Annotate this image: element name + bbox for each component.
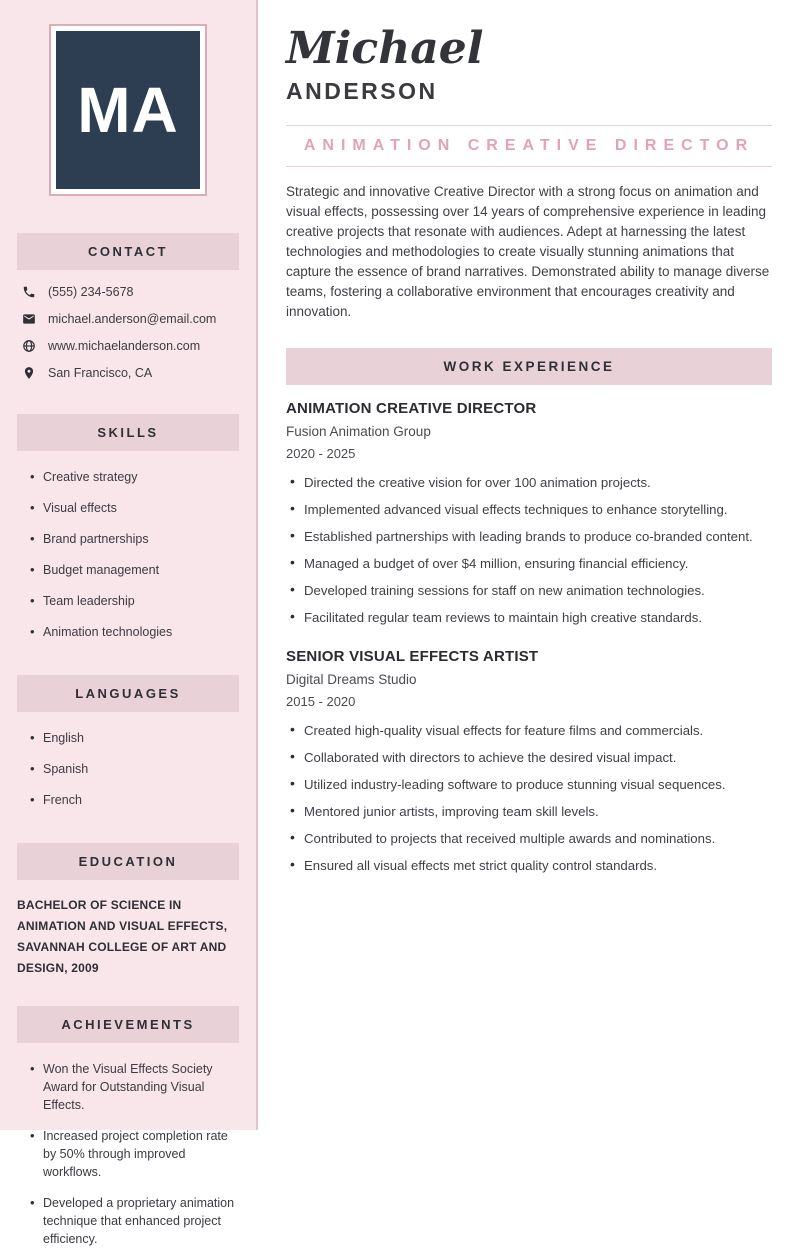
skill-item: • Creative strategy: [30, 468, 242, 486]
job-bullet: • Collaborated with directors to achieve the desired visual impact.: [286, 749, 772, 766]
job-bullet: • Mentored junior artists, improving team skill levels.: [286, 803, 772, 820]
job-bullet: • Implemented advanced visual effects techniques to enhance storytelling.: [286, 501, 772, 518]
skill-item: • Animation technologies: [30, 623, 242, 641]
globe-icon: [22, 339, 36, 353]
job-dates: 2020 - 2025: [286, 446, 356, 461]
job-role: SENIOR VISUAL EFFECTS ARTIST: [286, 648, 539, 665]
job-bullet-list: [286, 722, 772, 874]
language-item: • French: [30, 791, 242, 809]
last-name: ANDERSON: [286, 78, 438, 104]
languages-list: [0, 712, 256, 809]
skill-item: • Brand partnerships: [30, 530, 242, 548]
language-item: • English: [30, 729, 242, 747]
work-experience-header: WORK EXPERIENCE: [286, 348, 772, 385]
avatar: [49, 24, 207, 196]
education-degree: BACHELOR OF SCIENCE IN ANIMATION AND VISUAL EFFECTS, SAVANNAH COLLEGE OF ART AND DESIGN, 2009: [17, 898, 228, 975]
main-content: [258, 0, 800, 1130]
job-bullet: • Contributed to projects that received multiple awards and nominations.: [286, 830, 772, 847]
job-bullet: • Managed a budget of over $4 million, ensuring financial efficiency.: [286, 555, 772, 572]
achievements-section-header: ACHIEVEMENTS: [17, 1006, 239, 1043]
job-bullet: • Created high-quality visual effects for feature films and commercials.: [286, 722, 772, 739]
contact-row-location: [22, 366, 246, 380]
phone-icon: [22, 285, 36, 299]
job-entry: [286, 400, 772, 626]
achievement-item: • Developed a proprietary animation technique that enhanced project efficiency.: [30, 1194, 242, 1248]
avatar-box: [56, 31, 200, 189]
job-company: Fusion Animation Group: [286, 424, 431, 439]
contact-section-header: CONTACT: [17, 233, 239, 270]
job-bullet: • Directed the creative vision for over 100 animation projects.: [286, 474, 772, 491]
skill-item: • Visual effects: [30, 499, 242, 517]
job-bullet: • Ensured all visual effects met strict quality control standards.: [286, 857, 772, 874]
divider: [286, 166, 772, 167]
mail-icon: [22, 312, 36, 326]
first-name: Michael: [286, 23, 484, 74]
contact-row-website: [22, 339, 246, 353]
contact-row-email: [22, 312, 246, 326]
job-company: Digital Dreams Studio: [286, 672, 417, 687]
location-pin-icon: [22, 366, 36, 380]
role-title: ANIMATION CREATIVE DIRECTOR: [303, 137, 755, 154]
contact-email-text: michael.anderson@email.com: [48, 312, 217, 326]
contact-list: [0, 270, 256, 380]
contact-row-phone: [22, 285, 246, 299]
language-item: • Spanish: [30, 760, 242, 778]
contact-location-text: San Francisco, CA: [48, 366, 153, 380]
languages-section-header: LANGUAGES: [17, 675, 239, 712]
skill-item: • Team leadership: [30, 592, 242, 610]
job-bullet-list: [286, 474, 772, 626]
contact-phone-text: (555) 234-5678: [48, 285, 134, 299]
achievements-list: [0, 1043, 256, 1248]
avatar-initials: MA: [77, 74, 179, 146]
achievement-item: • Increased project completion rate by 50% through improved workflows.: [30, 1127, 242, 1181]
job-bullet: • Utilized industry-leading software to produce stunning visual sequences.: [286, 776, 772, 793]
contact-website-text: www.michaelanderson.com: [48, 339, 201, 353]
summary-paragraph: Strategic and innovative Creative Director with a strong focus on animation and visual effects, possessing over 14 years of comprehensive experience in leading creative projects that resonate with audiences. Adept at harnessing the latest technologies and methodologies to create visually stunning animations that capture the essence of brand narratives. Demonstrated ability to manage diverse teams, fostering a collaborative environment that encourages creativity and innovation.: [286, 184, 770, 319]
job-role: ANIMATION CREATIVE DIRECTOR: [286, 400, 537, 417]
job-bullet: • Developed training sessions for staff on new animation technologies.: [286, 582, 772, 599]
skills-section-header: SKILLS: [17, 414, 239, 451]
job-bullet: • Facilitated regular team reviews to maintain high creative standards.: [286, 609, 772, 626]
skill-item: • Budget management: [30, 561, 242, 579]
skills-list: [0, 451, 256, 641]
job-entry: [286, 648, 772, 874]
sidebar: [0, 0, 258, 1246]
education-section-header: EDUCATION: [17, 843, 239, 880]
achievement-item: • Won the Visual Effects Society Award for Outstanding Visual Effects.: [30, 1060, 242, 1114]
job-bullet: • Established partnerships with leading brands to produce co-branded content.: [286, 528, 772, 545]
job-dates: 2015 - 2020: [286, 694, 356, 709]
